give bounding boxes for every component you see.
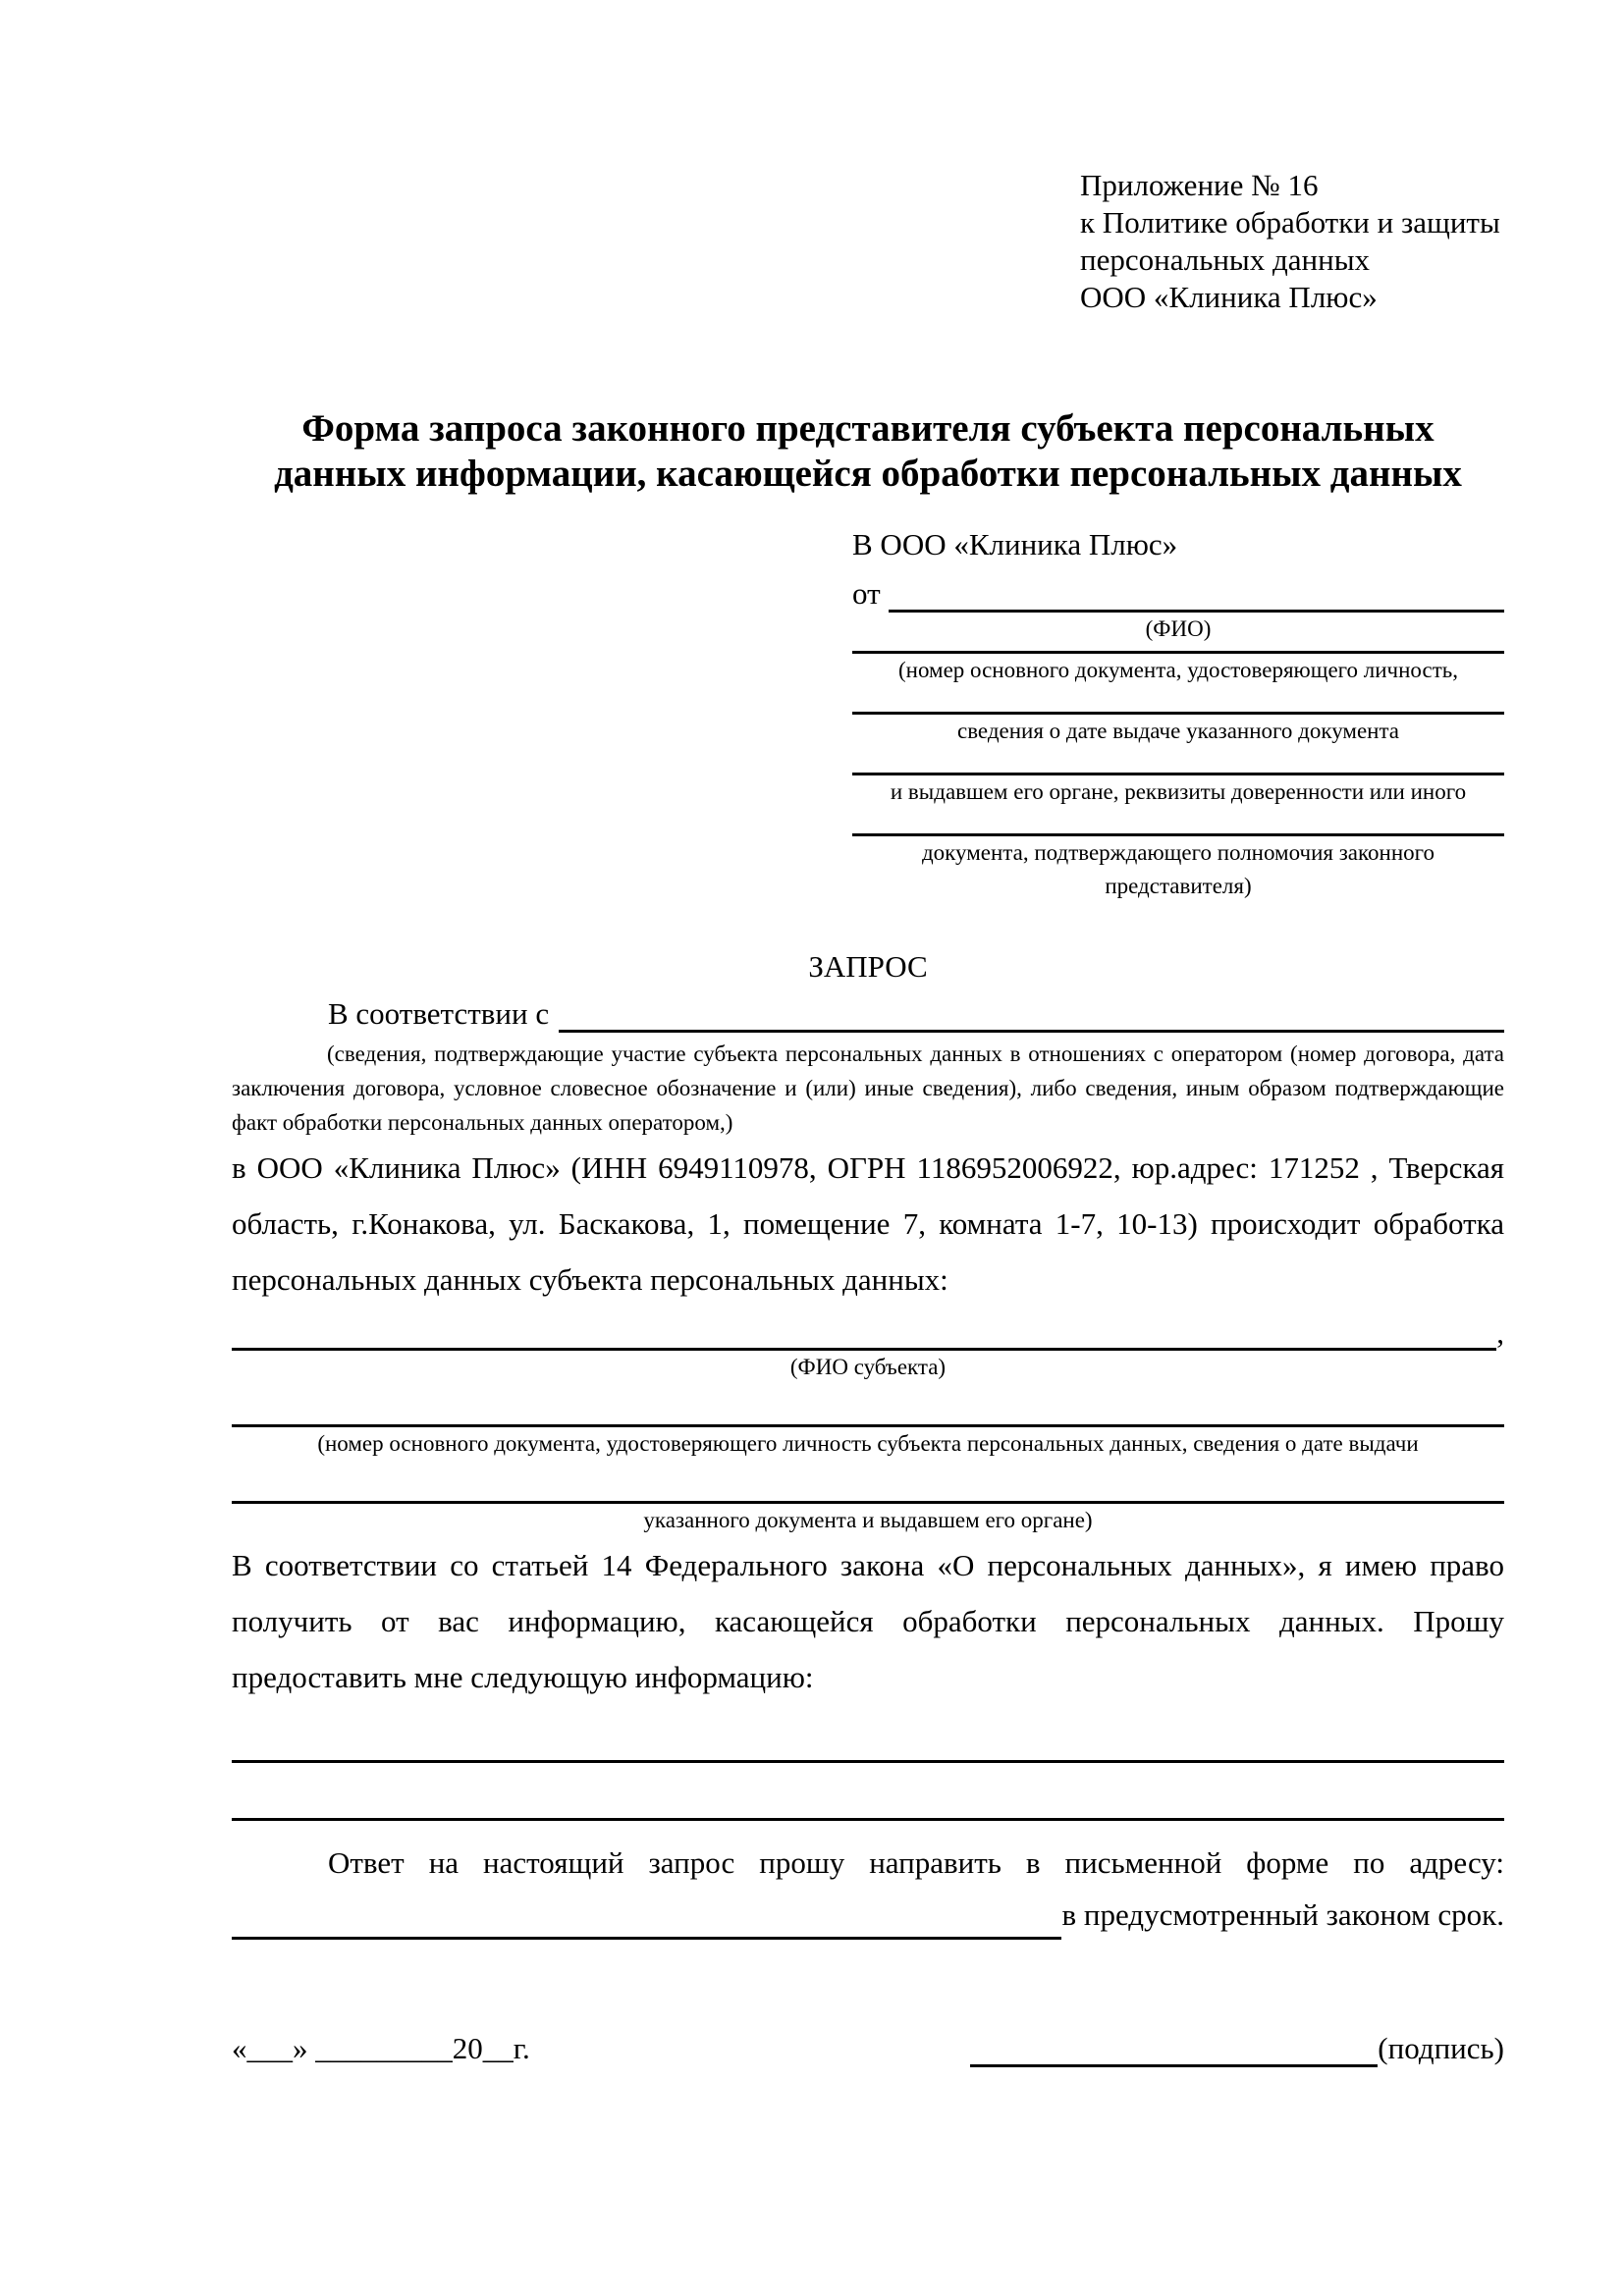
- accordance-fill-line: [559, 999, 1504, 1033]
- signature-group: [970, 2030, 1504, 2067]
- policy-reference-line-2: персональных данных: [1080, 242, 1371, 277]
- subject-fio-comma: ,: [1496, 1315, 1504, 1350]
- from-fill-line: [889, 583, 1504, 613]
- reply-paragraph-end: в предусмотренный законом срок.: [1061, 1897, 1504, 1932]
- issuing-authority-caption: и выдавшем его органе, реквизиты доверенности или иного: [890, 779, 1467, 804]
- form-title: Форма запроса законного представителя субъекта персональных данных информации, касающейся обработки персональных данных: [274, 407, 1462, 495]
- reply-paragraph-start: Ответ на настоящий запрос прошу направить в письменной форме по адресу:: [328, 1845, 1504, 1880]
- fio-caption: (ФИО): [1145, 616, 1212, 641]
- document-number-caption: (номер основного документа, удостоверяющего личность,: [897, 658, 1458, 682]
- issuing-authority-fill-line: [852, 748, 1504, 775]
- information-fill-line-1: [232, 1760, 1504, 1763]
- policy-reference-line-1: к Политике обработки и защиты: [1080, 205, 1500, 240]
- subject-fio-row: [232, 1308, 1504, 1351]
- date-line: «___» _________20__г.: [232, 2031, 530, 2065]
- accordance-row: [232, 995, 1504, 1033]
- reply-address-row: [232, 1891, 1504, 1940]
- document-number-fill-line: [852, 646, 1504, 654]
- signature-fill-line: [970, 2038, 1378, 2067]
- subject-authority-caption: указанного документа и выдавшем его органе): [643, 1508, 1093, 1532]
- subject-document-caption: (номер основного документа, удостоверяющего личность субъекта персональных данных, сведения о дате выдачи: [317, 1431, 1419, 1456]
- signature-row: [232, 2030, 1504, 2067]
- information-fill-line-2: [232, 1818, 1504, 1821]
- subject-fio-caption: (ФИО субъекта): [789, 1355, 947, 1379]
- issue-date-caption: сведения о дате выдаче указанного документа: [956, 719, 1400, 743]
- signature-caption: (подпись): [1378, 2031, 1504, 2065]
- from-row: [852, 575, 1504, 613]
- subject-authority-fill-line: [232, 1461, 1504, 1504]
- recipient-to-line: В ООО «Клиника Плюс»: [852, 527, 1178, 561]
- subject-document-fill-line: [232, 1384, 1504, 1427]
- reply-address-fill-line: [232, 1900, 1061, 1940]
- issue-date-fill-line: [852, 687, 1504, 715]
- from-label: от: [852, 576, 881, 611]
- recipient-block: [852, 526, 1504, 903]
- law-paragraph: В соответствии со статьей 14 Федерального закона «О персональных данных», я имею право получить от вас информацию, касающейся обработки персональных данных. Прошу предоставить мне следующую информацию:: [232, 1548, 1504, 1694]
- subject-fio-fill-line: [232, 1308, 1496, 1351]
- authority-document-fill-line: [852, 809, 1504, 836]
- operator-paragraph: в ООО «Клиника Плюс» (ИНН 6949110978, ОГРН 1186952006922, юр.адрес: 171252 , Тверская область, г.Конакова, ул. Баскакова, 1, помещение 7, комната 1-7, 10-13) происходит обработка персональных данных субъекта персональных данных:: [232, 1150, 1504, 1297]
- accordance-caption: (сведения, подтверждающие участие субъекта персональных данных в отношениях с оператором (номер договора, дата заключения договора, условное словесное обозначение и (или) иные сведения), либо сведения, иным образом подтверждающие факт обработки персональных данных оператором,): [232, 1041, 1504, 1135]
- appendix-header: [1080, 167, 1504, 316]
- authority-document-caption: документа, подтверждающего полномочия законного представителя): [921, 840, 1435, 898]
- request-heading: ЗАПРОС: [808, 949, 928, 984]
- company-name: ООО «Клиника Плюс»: [1080, 280, 1378, 314]
- accordance-label: В соответствии с: [328, 996, 550, 1031]
- appendix-number: Приложение № 16: [1080, 168, 1319, 202]
